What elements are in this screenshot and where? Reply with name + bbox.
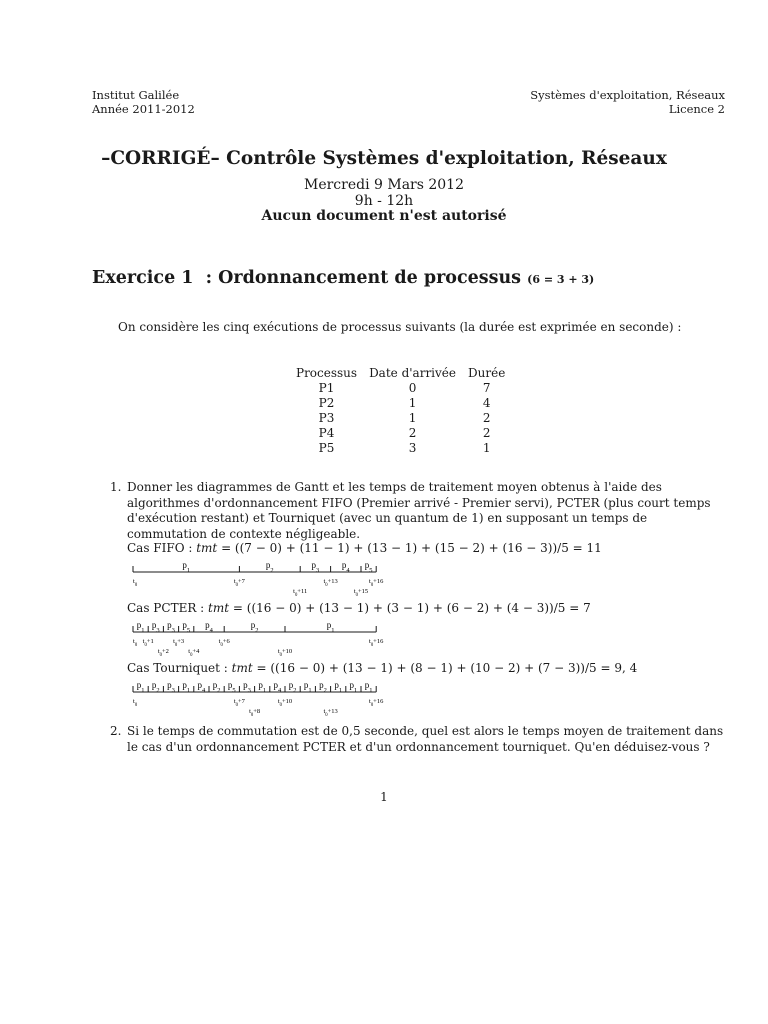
exam-time: 9h - 12h (354, 193, 414, 209)
gantt-tick-label: $t_0+11$ (293, 588, 308, 597)
gantt-segment-label: $p_4$ (341, 560, 350, 574)
exercise-title: : Ordonnancement de processus (205, 268, 522, 288)
document-title: –CORRIGÉ– Contrôle Systèmes d'exploitation, Réseaux (101, 148, 667, 169)
gantt-chart-fifo (128, 557, 398, 597)
gantt-segment-label: $p_2$ (250, 620, 259, 634)
gantt-tick-label: $t_0$ (133, 698, 138, 708)
process-table (290, 366, 511, 456)
exam-date: Mercredi 9 Mars 2012 (303, 177, 464, 193)
gantt-tick-label: $t_0+1$ (142, 638, 154, 648)
table-cell: 2 (482, 411, 491, 425)
page-number: 1 (380, 790, 388, 804)
table-cell: 2 (408, 426, 417, 440)
gantt-tick-label: $t_0+7$ (233, 698, 245, 708)
question-number: 2. (110, 724, 122, 738)
gantt-segment-label: $p_1$ (326, 620, 335, 634)
gantt-segment-label: $p_2$ (151, 680, 160, 694)
case-pcter (127, 601, 591, 617)
gantt-tick-label: $t_0+16$ (369, 578, 384, 588)
gantt-tick-label: $t_0$ (133, 638, 138, 648)
case-label: Cas PCTER : (127, 601, 209, 615)
gantt-segment-label: $p_3$ (151, 620, 160, 634)
formula-variable: tmt (231, 661, 253, 675)
gantt-segment-label: $p_1$ (258, 680, 267, 694)
table-cell: 1 (408, 411, 417, 425)
table-cell: 2 (482, 426, 491, 440)
header-left (92, 88, 195, 116)
gantt-segment-label: $p_2$ (212, 680, 221, 694)
gantt-tick-label: $t_0+8$ (249, 708, 261, 717)
gantt-segment-label: $p_5$ (227, 680, 236, 694)
formula: = ((16 − 0) + (13 − 1) + (3 − 1) + (6 − 2) + (4 − 3))/5 = 7 (229, 601, 591, 615)
gantt-segment-label: $p_3$ (167, 680, 175, 694)
table-row (290, 411, 511, 426)
gantt-tick-label: $t_0+4$ (188, 648, 200, 657)
gantt-segment-label: $p_2$ (319, 680, 327, 694)
gantt-tick-label: $t_0+2$ (157, 648, 169, 657)
gantt-tick-label: $t_0+13$ (323, 578, 338, 588)
column-header: Durée (468, 366, 506, 380)
table-header-row (290, 366, 511, 381)
table-cell: 7 (482, 381, 491, 395)
table-cell: P5 (318, 441, 335, 455)
gantt-tick-label: $t_0+16$ (369, 638, 384, 648)
table-cell: P3 (318, 411, 335, 425)
formula: = ((7 − 0) + (11 − 1) + (13 − 1) + (15 − 2) + (16 − 3))/5 = 11 (217, 541, 602, 555)
formula-variable: tmt (196, 541, 218, 555)
formula: = ((16 − 0) + (13 − 1) + (8 − 1) + (10 − 2) + (7 − 3))/5 = 9, 4 (252, 661, 638, 675)
gantt-segment-label: $p_1$ (303, 680, 312, 694)
level: Licence 2 (668, 102, 725, 116)
case-rr (127, 661, 637, 677)
table-row (290, 441, 511, 456)
question-number: 1. (110, 480, 122, 494)
gantt-segment-label: $p_4$ (197, 680, 206, 694)
institution: Institut Galilée (92, 88, 180, 102)
gantt-segment-label: $p_1$ (182, 560, 191, 574)
course-name: Systèmes d'exploitation, Réseaux (530, 88, 725, 102)
exam-notice: Aucun document n'est autorisé (261, 208, 507, 224)
question-text: Si le temps de commutation est de 0,5 seconde, quel est alors le temps moyen de traitement dans le cas d'un ordonnancement PCTER et d'un ordonnancement tourniquet. Qu'en déduisez-vous ? (127, 724, 724, 754)
table-cell: 1 (482, 441, 491, 455)
gantt-tick-label: $t_0+15$ (353, 588, 369, 597)
table-cell: 1 (408, 396, 417, 410)
gantt-tick-label: $t_0+16$ (369, 698, 384, 708)
table-row (290, 396, 511, 411)
gantt-segment-label: $p_2$ (288, 680, 297, 694)
case-label: Cas FIFO : (127, 541, 197, 555)
exercise-heading (92, 268, 594, 288)
table-cell: P4 (318, 426, 335, 440)
academic-year: Année 2011-2012 (92, 102, 195, 116)
table-cell: 4 (482, 396, 491, 410)
header-right (530, 88, 725, 116)
gantt-segment-label: $p_1$ (136, 620, 145, 634)
gantt-segment-label: $p_4$ (205, 620, 213, 634)
table-row (290, 381, 511, 396)
gantt-chart-rr (128, 677, 398, 717)
gantt-segment-label: $p_4$ (273, 680, 282, 694)
gantt-tick-label: $t_0+10$ (277, 698, 293, 708)
gantt-segment-label: $p_5$ (364, 560, 373, 574)
gantt-chart-pcter (128, 617, 398, 657)
table-cell: P2 (318, 396, 335, 410)
gantt-segment-label: $p_3$ (311, 560, 320, 574)
gantt-segment-label: $p_1$ (334, 680, 343, 694)
gantt-tick-label: $t_0+7$ (233, 578, 245, 588)
gantt-tick-label: $t_0+6$ (218, 638, 230, 648)
gantt-segment-label: $p_1$ (349, 680, 358, 694)
gantt-segment-label: $p_3$ (243, 680, 251, 694)
exercise-label: Exercice 1 (92, 268, 194, 288)
exercise-intro: On considère les cinq exécutions de processus suivants (la durée est exprimée en seconde) : (118, 320, 682, 334)
table-cell: P1 (318, 381, 335, 395)
column-header: Processus (296, 366, 358, 380)
case-label: Cas Tourniquet : (127, 661, 232, 675)
gantt-tick-label: $t_0+10$ (277, 648, 293, 657)
gantt-rr (128, 677, 398, 721)
gantt-tick-label: $t_0$ (133, 578, 138, 588)
gantt-segment-label: $p_1$ (182, 680, 191, 694)
gantt-segment-label: $p_5$ (182, 620, 191, 634)
exercise-points: (6 = 3 + 3) (527, 273, 595, 286)
table-row (290, 426, 511, 441)
gantt-tick-label: $t_0+13$ (323, 708, 338, 717)
gantt-fifo (128, 557, 398, 601)
gantt-segment-label: $p_1$ (136, 680, 145, 694)
gantt-pcter (128, 617, 398, 661)
question-text: Donner les diagrammes de Gantt et les temps de traitement moyen obtenus à l'aide des algorithmes d'ordonnancement FIFO (Premier arrivé - Premier servi), PCTER (plus court temps d'exécution restant) et Tourniquet (avec un quantum de 1) en supposant un temps de commutation de contexte négligeable. (127, 480, 711, 541)
gantt-segment-label: $p_1$ (364, 680, 373, 694)
table-cell: 0 (408, 381, 417, 395)
question-1 (110, 480, 725, 542)
gantt-tick-label: $t_0+3$ (173, 638, 185, 648)
case-fifo (127, 541, 602, 557)
column-header: Date d'arrivée (369, 366, 457, 380)
gantt-segment-label: $p_2$ (265, 560, 274, 574)
question-2 (110, 724, 725, 755)
table-cell: 3 (408, 441, 417, 455)
gantt-segment-label: $p_3$ (167, 620, 175, 634)
formula-variable: tmt (208, 601, 230, 615)
